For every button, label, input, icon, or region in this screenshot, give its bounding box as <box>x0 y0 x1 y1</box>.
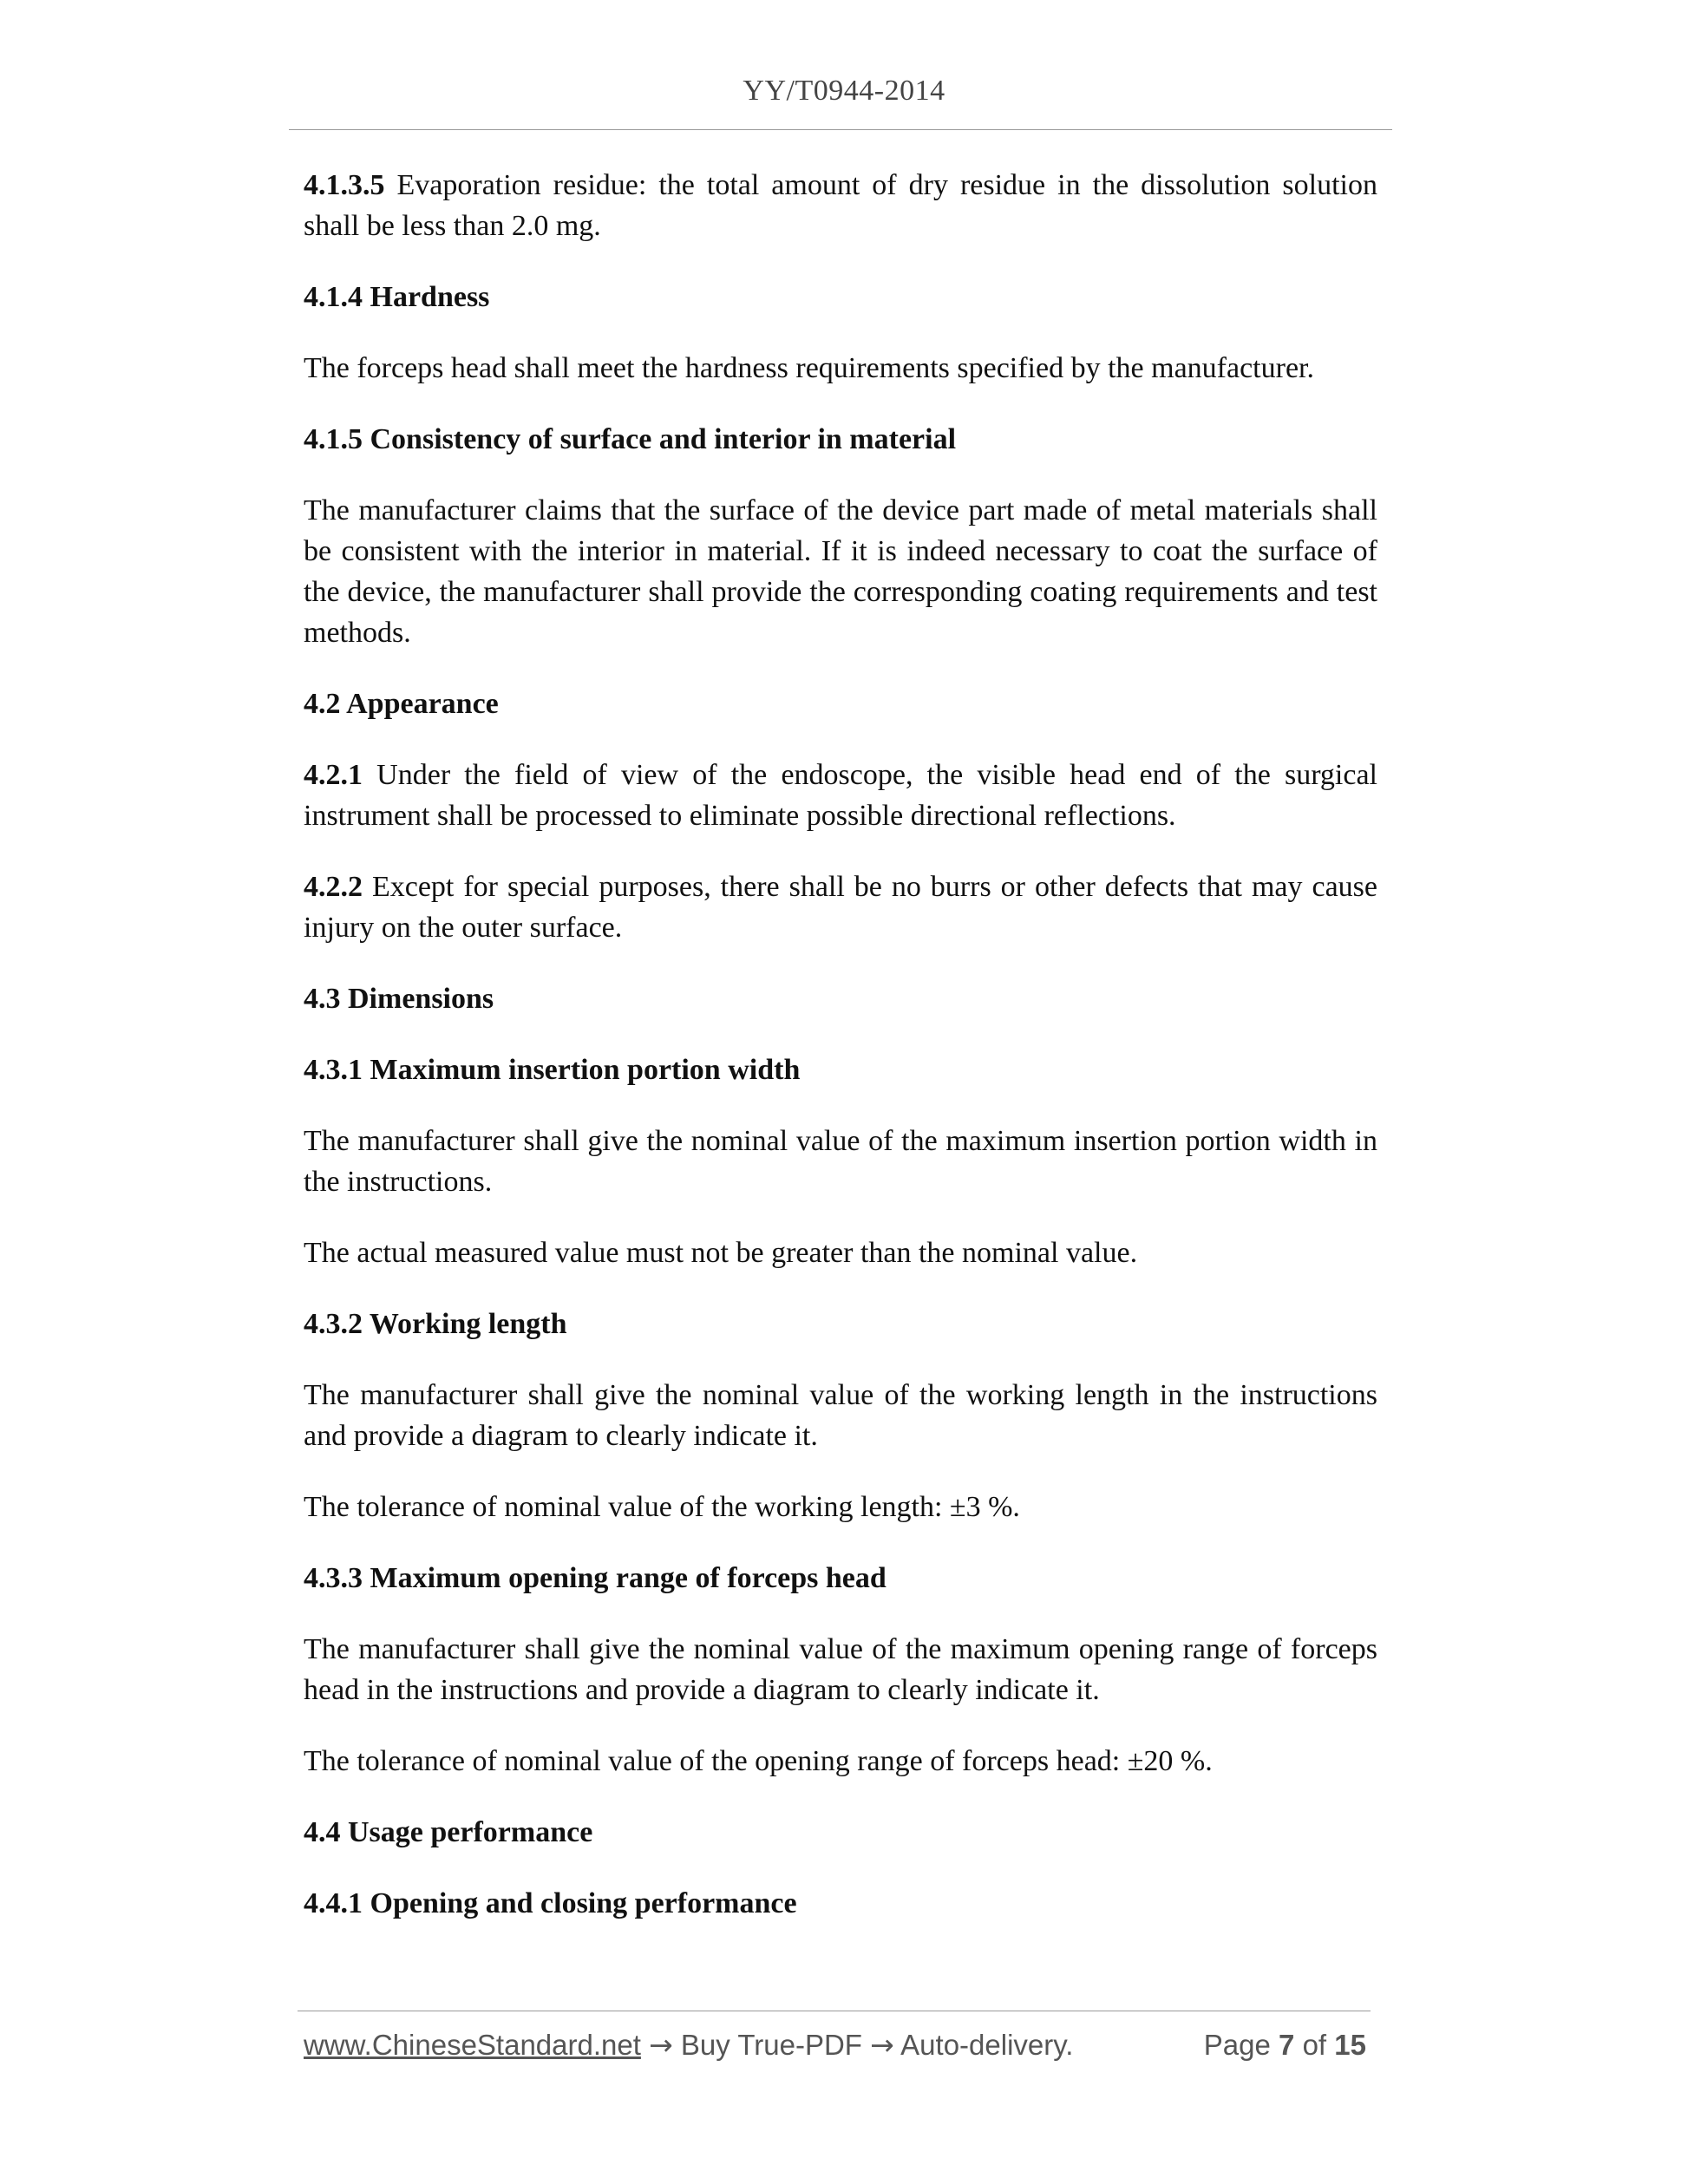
heading-4-4: 4.4 Usage performance <box>304 1816 593 1848</box>
heading-4-4-1: 4.4.1 Opening and closing performance <box>304 1887 797 1919</box>
header-divider <box>289 129 1392 130</box>
paragraph-4-2-2 <box>304 866 1377 948</box>
paragraph-hardness: The forceps head shall meet the hardness requirements specified by the manufacturer. <box>304 352 1314 384</box>
of-label: of <box>1302 2029 1327 2061</box>
clause-text: Evaporation residue: the total amount of dry residue in the dissolution solution shall be less than 2.0 mg. <box>304 169 1377 242</box>
clause-number: 4.1.3.5 <box>304 169 385 201</box>
arrow-right-icon: → <box>870 2028 894 2062</box>
page-label: Page <box>1203 2029 1271 2061</box>
paragraph-opening-range-2: The tolerance of nominal value of the opening range of forceps head: ±20 %. <box>304 1745 1213 1777</box>
arrow-right-icon: → <box>649 2028 673 2062</box>
footer-promo <box>304 2028 1073 2063</box>
heading-4-3-1: 4.3.1 Maximum insertion portion width <box>304 1054 801 1086</box>
running-header: YY/T0944-2014 <box>743 75 945 107</box>
clause-text: Under the field of view of the endoscope, the visible head end of the surgical instrument shall be processed to eliminate possible directional reflections. <box>304 759 1377 832</box>
website-link[interactable]: www.ChineseStandard.net <box>304 2029 641 2061</box>
paragraph-insertion-width-2: The actual measured value must not be greater than the nominal value. <box>304 1237 1138 1269</box>
heading-4-3: 4.3 Dimensions <box>304 983 494 1015</box>
clause-number: 4.2.1 <box>304 759 363 791</box>
paragraph-4-2-1 <box>304 755 1377 836</box>
heading-4-3-2: 4.3.2 Working length <box>304 1308 567 1340</box>
auto-delivery-text: Auto-delivery. <box>900 2029 1074 2061</box>
clause-text: Except for special purposes, there shall be no burrs or other defects that may cause injury on the outer surface. <box>304 871 1377 944</box>
document-body <box>304 165 1377 1954</box>
paragraph-working-length-1: The manufacturer shall give the nominal value of the working length in the instructions and provide a diagram to clearly indicate it. <box>304 1379 1377 1452</box>
paragraph-opening-range-1: The manufacturer shall give the nominal value of the maximum opening range of forceps head in the instructions and provide a diagram to clearly indicate it. <box>304 1633 1377 1706</box>
paragraph-insertion-width-1: The manufacturer shall give the nominal value of the maximum insertion portion width in the instructions. <box>304 1125 1377 1198</box>
paragraph-consistency: The manufacturer claims that the surface of the device part made of metal materials shall be consistent with the interior in material. If it is indeed necessary to coat the surface of the device, the manufacturer shall provide the corresponding coating requirements and test methods. <box>304 494 1377 649</box>
heading-4-1-5: 4.1.5 Consistency of surface and interior in material <box>304 423 957 455</box>
page-indicator <box>1204 2028 1366 2063</box>
heading-4-2: 4.2 Appearance <box>304 688 499 720</box>
clause-number: 4.2.2 <box>304 871 363 903</box>
paragraph-4-1-3-5 <box>304 165 1377 246</box>
heading-4-3-3: 4.3.3 Maximum opening range of forceps head <box>304 1562 887 1594</box>
buy-true-pdf-text: Buy True-PDF <box>680 2029 862 2061</box>
page-total: 15 <box>1334 2029 1366 2061</box>
page-number: 7 <box>1279 2029 1295 2061</box>
paragraph-working-length-2: The tolerance of nominal value of the working length: ±3 %. <box>304 1491 1020 1523</box>
heading-4-1-4: 4.1.4 Hardness <box>304 281 490 313</box>
